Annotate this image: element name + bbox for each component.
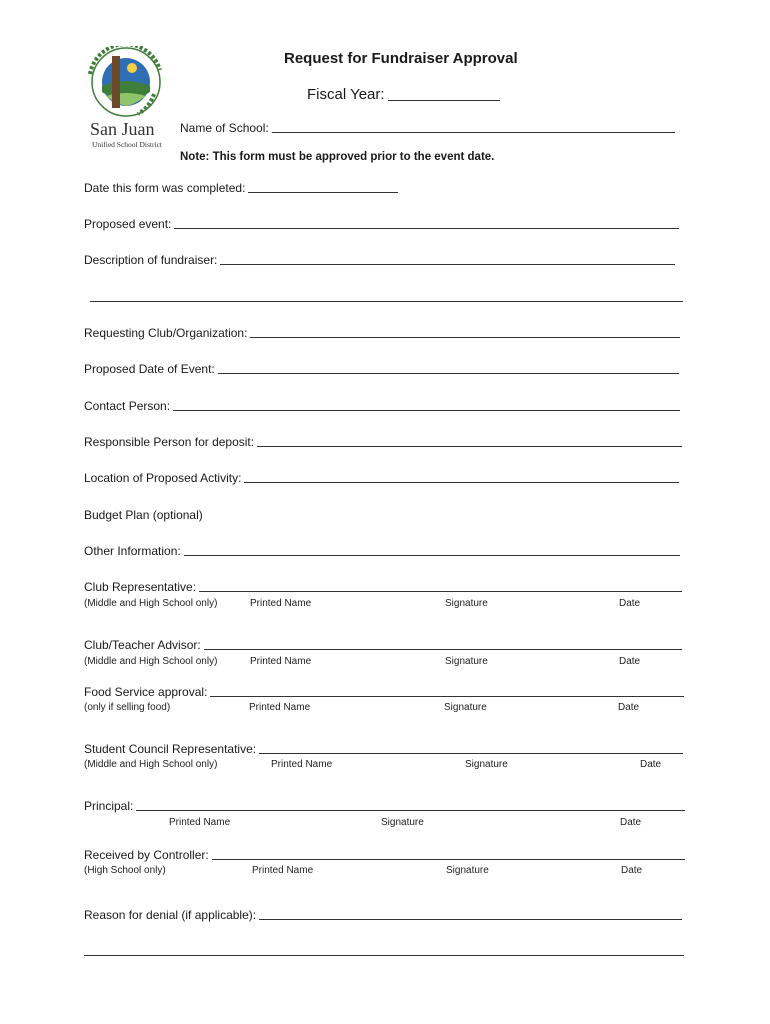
advisor-date-caption: Date (619, 656, 641, 667)
school-field[interactable] (272, 132, 675, 133)
event-date-field[interactable] (218, 373, 679, 374)
council-date-caption: Date (640, 759, 662, 770)
controller-note: (High School only) (84, 865, 166, 876)
council-row (84, 742, 683, 756)
club-rep-label: Club Representative: (84, 580, 197, 594)
principal-label: Principal: (84, 799, 134, 813)
date-completed-label: Date this form was completed: (84, 181, 246, 195)
controller-signature-caption: Signature (446, 865, 489, 876)
contact-field[interactable] (173, 410, 680, 411)
proposed-event-field[interactable] (174, 228, 679, 229)
description-field[interactable] (220, 264, 675, 265)
advisor-signature-caption: Signature (445, 656, 488, 667)
approval-note: Note: This form must be approved prior to the event date. (180, 151, 495, 163)
food-signature-caption: Signature (444, 702, 487, 713)
controller-label: Received by Controller: (84, 848, 209, 862)
food-date-caption: Date (618, 702, 640, 713)
advisor-printed-name-caption: Printed Name (250, 656, 312, 667)
advisor-note: (Middle and High School only) (84, 656, 218, 667)
council-signature-caption: Signature (465, 759, 508, 770)
denial-field[interactable] (259, 919, 682, 920)
responsible-field[interactable] (257, 446, 682, 447)
location-label: Location of Proposed Activity: (84, 471, 242, 485)
form-title: Request for Fundraiser Approval (284, 50, 518, 67)
responsible-row (84, 435, 682, 449)
denial-row (84, 908, 682, 922)
denial-continued-field[interactable] (84, 955, 684, 956)
food-label: Food Service approval: (84, 685, 208, 699)
food-row (84, 685, 684, 699)
date-completed-row (84, 181, 398, 195)
budget-label: Budget Plan (optional) (84, 508, 203, 522)
advisor-field[interactable] (204, 649, 682, 650)
club-rep-date-caption: Date (619, 598, 641, 609)
event-date-label: Proposed Date of Event: (84, 362, 215, 376)
club-rep-field[interactable] (199, 591, 682, 592)
controller-row (84, 848, 685, 862)
club-row (84, 326, 680, 340)
food-note: (only if selling food) (84, 702, 171, 713)
date-completed-field[interactable] (248, 192, 398, 193)
advisor-label: Club/Teacher Advisor: (84, 638, 201, 652)
controller-printed-name-caption: Printed Name (252, 865, 314, 876)
advisor-row (84, 638, 682, 652)
fiscal-year-label: Fiscal Year: (307, 86, 385, 103)
location-field[interactable] (244, 482, 679, 483)
fiscal-year-field[interactable] (388, 100, 500, 101)
club-rep-row (84, 580, 682, 594)
club-rep-printed-name-caption: Printed Name (250, 598, 312, 609)
school-label: Name of School: (180, 121, 269, 135)
district-logo (82, 46, 176, 150)
principal-date-caption: Date (620, 817, 642, 828)
contact-label: Contact Person: (84, 399, 171, 413)
school-row (180, 121, 675, 135)
description-label: Description of fundraiser: (84, 253, 218, 267)
fiscal-year-row (307, 86, 500, 103)
responsible-label: Responsible Person for deposit: (84, 435, 255, 449)
club-field[interactable] (250, 337, 680, 338)
location-row (84, 471, 679, 485)
controller-field[interactable] (212, 859, 685, 860)
denial-continued-row (84, 944, 684, 958)
council-label: Student Council Representative: (84, 742, 257, 756)
club-label: Requesting Club/Organization: (84, 326, 248, 340)
logo-wordmark: San Juan (90, 119, 155, 139)
denial-label: Reason for denial (if applicable): (84, 908, 257, 922)
description-continued-row (90, 290, 683, 304)
other-row (84, 544, 680, 558)
contact-row (84, 399, 680, 413)
proposed-event-row (84, 217, 679, 231)
club-rep-note: (Middle and High School only) (84, 598, 218, 609)
principal-signature-caption: Signature (381, 817, 424, 828)
principal-row (84, 799, 685, 813)
principal-field[interactable] (136, 810, 685, 811)
club-rep-signature-caption: Signature (445, 598, 488, 609)
principal-printed-name-caption: Printed Name (169, 817, 231, 828)
other-label: Other Information: (84, 544, 181, 558)
logo-subtitle: Unified School District (92, 140, 162, 149)
council-field[interactable] (259, 753, 683, 754)
controller-date-caption: Date (621, 865, 643, 876)
council-note: (Middle and High School only) (84, 759, 218, 770)
food-printed-name-caption: Printed Name (249, 702, 311, 713)
food-field[interactable] (210, 696, 684, 697)
proposed-event-label: Proposed event: (84, 217, 172, 231)
council-printed-name-caption: Printed Name (271, 759, 333, 770)
description-row (84, 253, 675, 267)
description-continued-field[interactable] (90, 301, 683, 302)
event-date-row (84, 362, 679, 376)
other-field[interactable] (184, 555, 680, 556)
